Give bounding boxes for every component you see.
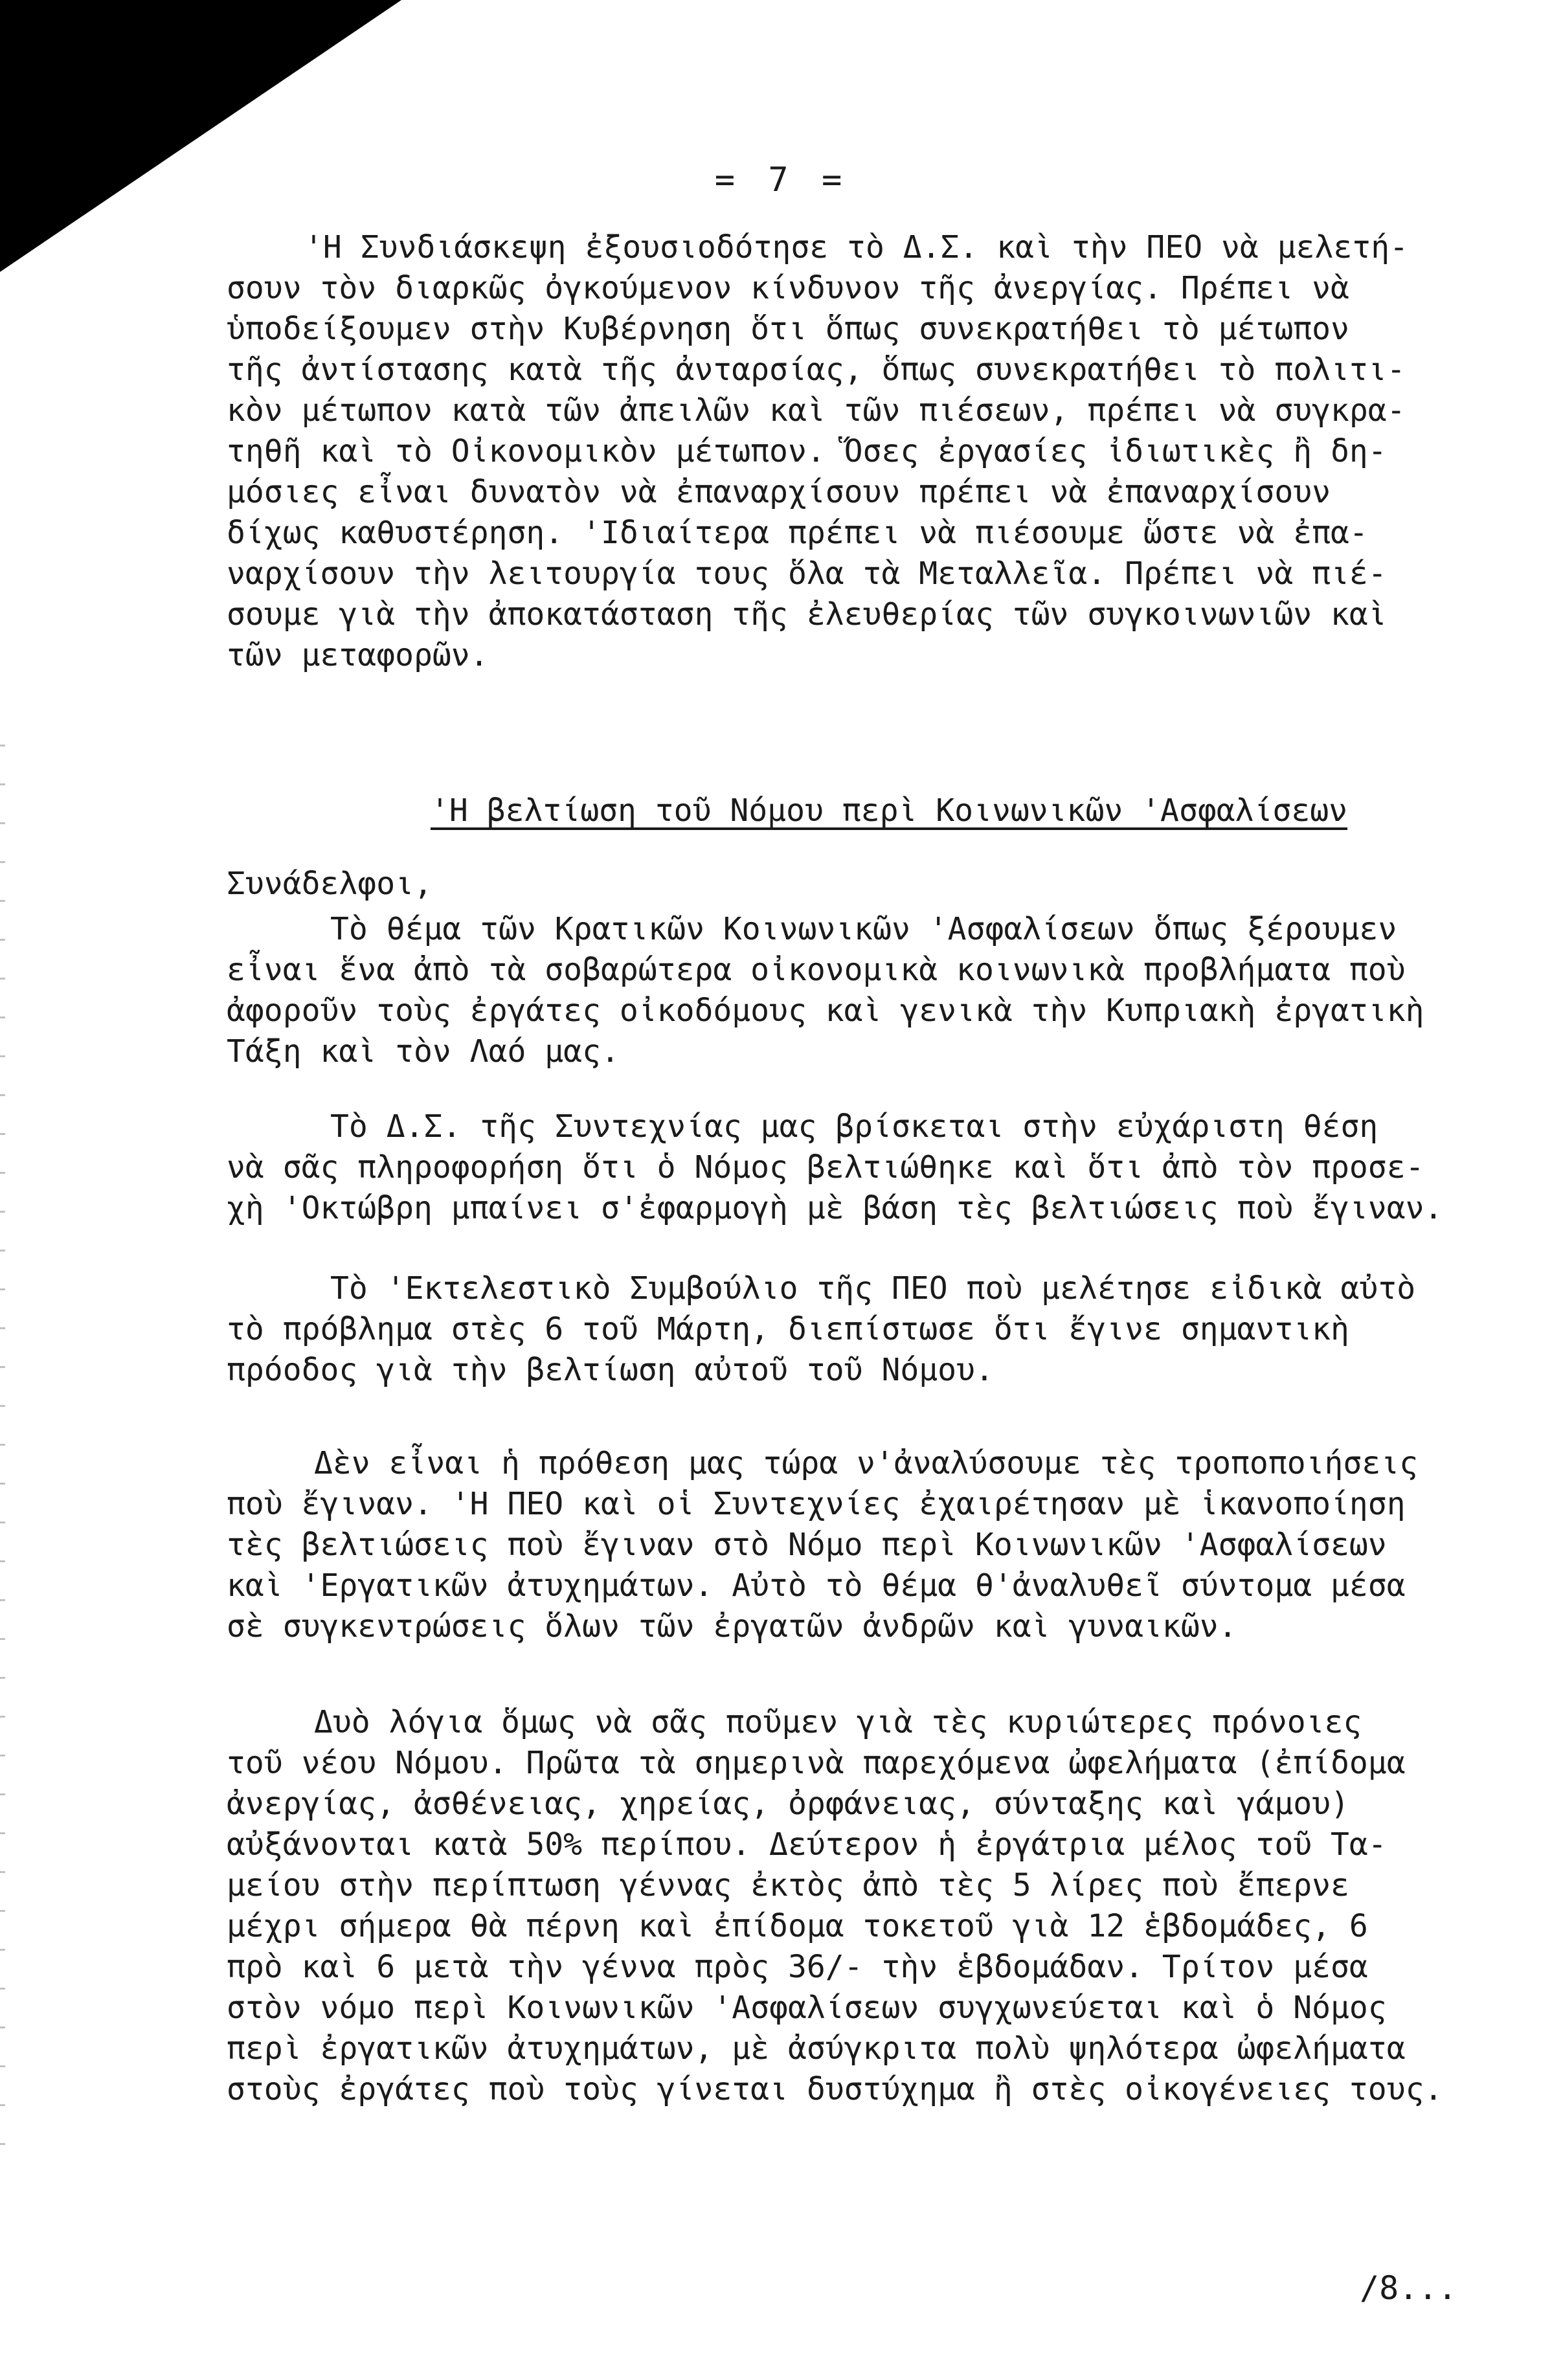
section-heading: 'Η βελτίωση τοῦ Νόμου περὶ Κοινωνικῶν 'Ασφαλίσεων bbox=[431, 792, 1348, 829]
text-line: στοὺς ἐργάτες ποὺ τοὺς γίνεται δυστύχημα ἢ στὲς οἰκογένειες τους. bbox=[227, 2071, 1443, 2107]
text-line: ποὺ ἔγιναν. 'Η ΠΕΟ καὶ οἱ Συντεχνίες ἐχαιρέτησαν μὲ ἱκανοποίηση bbox=[227, 1486, 1406, 1522]
text-line: πρόοδος γιὰ τὴν βελτίωση αὐτοῦ τοῦ Νόμου. bbox=[227, 1352, 994, 1388]
text-line: Τὸ θέμα τῶν Κρατικῶν Κοινωνικῶν 'Ασφαλίσεων ὅπως ξέρουμεν bbox=[330, 911, 1397, 947]
text-line: νὰ σᾶς πληροφορήση ὅτι ὁ Νόμος βελτιώθηκε καὶ ὅτι ἀπὸ τὸν προσε- bbox=[227, 1149, 1424, 1185]
text-line: σουν τὸν διαρκῶς ὀγκούμενον κίνδυνον τῆς ἀνεργίας. Πρέπει νὰ bbox=[227, 270, 1349, 306]
text-line: τὲς βελτιώσεις ποὺ ἔγιναν στὸ Νόμο περὶ Κοινωνικῶν 'Ασφαλίσεων bbox=[227, 1527, 1387, 1563]
text-line: εἶναι ἕνα ἀπὸ τὰ σοβαρώτερα οἰκονομικὰ κοινωνικὰ προβλήματα ποὺ bbox=[227, 952, 1406, 988]
text-line: ὑποδείξουμεν στὴν Κυβέρνηση ὅτι ὅπως συνεκρατήθει τὸ μέτωπον bbox=[227, 311, 1349, 347]
text-line: τῶν μεταφορῶν. bbox=[227, 637, 489, 673]
text-line: κὸν μέτωπον κατὰ τῶν ἀπειλῶν καὶ τῶν πιέσεων, πρέπει νὰ συγκρα- bbox=[227, 392, 1406, 429]
text-line: χὴ 'Οκτώβρη μπαίνει σ'ἐφαρμογὴ μὲ βάση τὲς βελτιώσεις ποὺ ἔγιναν. bbox=[227, 1190, 1443, 1226]
text-line: Δυὸ λόγια ὅμως νὰ σᾶς ποῦμεν γιὰ τὲς κυριώτερες πρόνοιες bbox=[314, 1704, 1362, 1740]
text-line: αὐξάνονται κατὰ 50% περίπου. Δεύτερον ἡ ἐργάτρια μέλος τοῦ Τα- bbox=[227, 1826, 1387, 1863]
text-line: ναρχίσουν τὴν λειτουργία τους ὅλα τὰ Μεταλλεῖα. Πρέπει νὰ πιέ- bbox=[227, 556, 1387, 592]
text-line: πρὸ καὶ 6 μετὰ τὴν γέννα πρὸς 36/- τὴν ἑβδομάδαν. Τρίτον μέσα bbox=[227, 1949, 1368, 1985]
page-continuation: /8... bbox=[1360, 2269, 1457, 2307]
text-line: σουμε γιὰ τὴν ἀποκατάσταση τῆς ἐλευθερίας τῶν συγκοινωνιῶν καὶ bbox=[227, 596, 1387, 633]
text-line: Τὸ 'Εκτελεστικὸ Συμβούλιο τῆς ΠΕΟ ποὺ μελέτησε εἰδικὰ αὐτὸ bbox=[330, 1270, 1416, 1307]
text-line: στὸν νόμο περὶ Κοινωνικῶν 'Ασφαλίσεων συγχωνεύεται καὶ ὁ Νόμος bbox=[227, 1990, 1387, 2026]
salutation: Συνάδελφοι, bbox=[227, 866, 433, 902]
text-line: σὲ συγκεντρώσεις ὅλων τῶν ἐργατῶν ἀνδρῶν καὶ γυναικῶν. bbox=[227, 1608, 1237, 1645]
page-number: = 7 = bbox=[714, 161, 849, 199]
text-line: τῆς ἀντίστασης κατὰ τῆς ἀνταρσίας, ὅπως συνεκρατήθει τὸ πολιτι- bbox=[227, 352, 1406, 388]
text-line: 'Η Συνδιάσκεψη ἐξουσιοδότησε τὸ Δ.Σ. καὶ τὴν ΠΕΟ νὰ μελετή- bbox=[304, 229, 1409, 265]
text-line: Τὸ Δ.Σ. τῆς Συντεχνίας μας βρίσκεται στὴν εὐχάριστη θέση bbox=[330, 1108, 1378, 1145]
text-line: δίχως καθυστέρηση. 'Ιδιαίτερα πρέπει νὰ πιέσουμε ὥστε νὰ ἐπα- bbox=[227, 515, 1368, 551]
text-line: τοῦ νέου Νόμου. Πρῶτα τὰ σημερινὰ παρεχόμενα ὠφελήματα (ἐπίδομα bbox=[227, 1745, 1406, 1781]
text-line: μόσιες εἶναι δυνατὸν νὰ ἐπαναρχίσουν πρέπει νὰ ἐπαναρχίσουν bbox=[227, 474, 1331, 510]
text-line: περὶ ἐργατικῶν ἀτυχημάτων, μὲ ἀσύγκριτα πολὺ ψηλότερα ὠφελήματα bbox=[227, 2030, 1406, 2067]
text-line: μέχρι σήμερα θὰ πέρνη καὶ ἐπίδομα τοκετοῦ γιὰ 12 ἑβδομάδες, 6 bbox=[227, 1908, 1368, 1944]
text-line: τὸ πρόβλημα στὲς 6 τοῦ Μάρτη, διεπίστωσε ὅτι ἔγινε σημαντικὴ bbox=[227, 1311, 1349, 1347]
text-line: καὶ 'Εργατικῶν ἀτυχημάτων. Αὐτὸ τὸ θέμα θ'ἀναλυθεῖ σύντομα μέσα bbox=[227, 1567, 1406, 1604]
text-line: ἀφοροῦν τοὺς ἐργάτες οἰκοδόμους καὶ γενικὰ τὴν Κυπριακὴ ἐργατικὴ bbox=[227, 993, 1424, 1029]
text-line: μείου στὴν περίπτωση γέννας ἐκτὸς ἀπὸ τὲς 5 λίρες ποὺ ἔπερνε bbox=[227, 1867, 1349, 1903]
text-line: Τάξη καὶ τὸν Λαό μας. bbox=[227, 1033, 620, 1070]
text-line: τηθῆ καὶ τὸ Οἰκονομικὸν μέτωπον. Ὅσες ἐργασίες ἰδιωτικὲς ἢ δη- bbox=[227, 433, 1387, 469]
text-line: ἀνεργίας, ἀσθένειας, χηρείας, ὀρφάνειας, σύνταξης καὶ γάμου) bbox=[227, 1786, 1349, 1822]
text-line: Δὲν εἶναι ἡ πρόθεση μας τώρα ν'ἀναλύσουμε τὲς τροποποιήσεις bbox=[314, 1445, 1419, 1481]
